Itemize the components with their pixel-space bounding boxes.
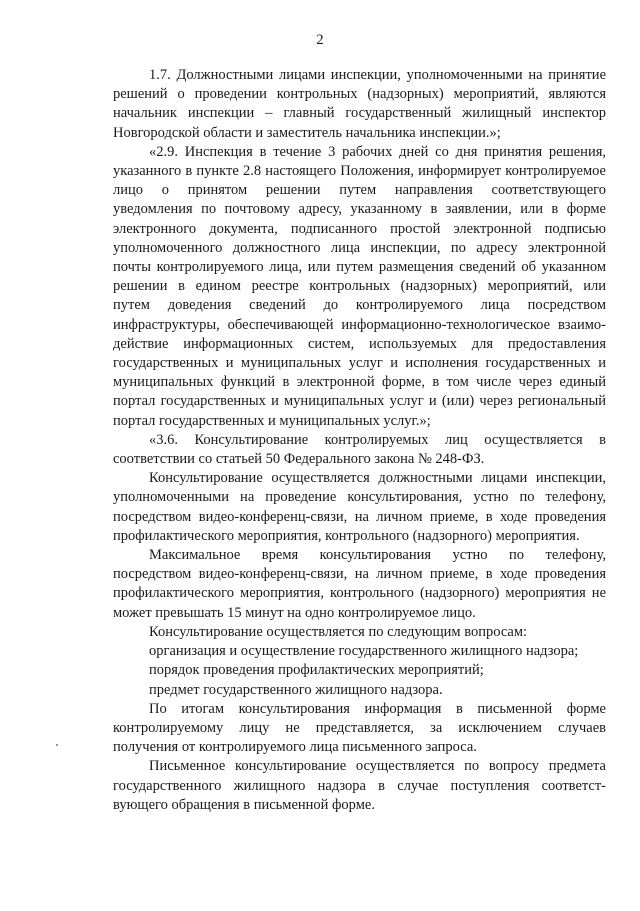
text-line: посредством видео-конференц-связи, на личном приеме, в ходе проведения [113,566,606,583]
text-line: решении в едином реестре контрольных (надзорных) мероприятий, или [113,278,606,295]
text-line: Консультирование осуществляется по следующим вопросам: [149,623,528,640]
text-line: путем доведения сведений до контролируемого лица посредством [113,297,606,314]
text-line: почты контролируемого лица, или путем размещения сведений об указанном [113,259,606,276]
text-line: Письменное консультирование осуществляется по вопросу предмета [149,758,606,775]
text-line: Новгородской области и заместитель начальника инспекции.»; [113,124,501,141]
document-body [113,66,606,815]
paragraph-written-info [113,700,606,758]
text-line: 1.7. Должностными лицами инспекции, уполномоченными на принятие [149,67,606,83]
text-line: уполномоченными на проведение консультирования, устно по телефону, [113,489,606,506]
text-line: контролируемому лицу не представляется, за исключением случаев [113,719,606,736]
text-line: Консультирование осуществляется должностными лицами инспекции, [149,470,606,487]
page-number: 2 [316,32,324,48]
text-line: портал государственных и муниципальных услуг и (или) через региональный [113,393,606,410]
text-line: лицо о принятом решении путем направления соответствующего [113,182,606,199]
text-line: Максимальное время консультирования устно по телефону, [149,547,606,564]
text-line: муниципальных функций в электронной форме, в том числе через единый [113,374,606,391]
text-line: электронного документа, подписанного простой электронной подписью [113,220,606,237]
text-line: государственных и муниципальных услуг и исполнения государственных и [113,355,606,372]
topic-list-item: организация и осуществление государственного жилищного надзора; [149,643,579,660]
text-line: посредством видео-конференц-связи, на личном приеме, в ходе проведения [113,508,606,525]
scan-mark [56,744,58,746]
paragraph-written-consulting [113,757,606,815]
paragraph-max-time [113,546,606,623]
paragraph-3-6 [113,431,606,469]
text-line: решений о проведении контрольных (надзорных) мероприятий, являются [113,86,606,103]
text-line: действие информационных систем, используемых для предоставления [113,335,606,352]
text-line: соответствии со статьей 50 Федерального закона № 248-ФЗ. [113,451,485,468]
text-line: уведомления по почтовому адресу, указанному в заявлении, или в форме [113,201,606,218]
text-line: инфраструктуры, обеспечивающей информационно-технологическое взаимо- [113,316,606,333]
text-line: может превышать 15 минут на одно контролируемое лицо. [113,604,476,621]
text-line: указанного в пункте 2.8 настоящего Положения, информирует контролируемое [113,163,606,180]
paragraph-2-9 [113,143,606,431]
text-line: профилактического мероприятия, контрольного (надзорного) мероприятия. [113,527,580,544]
paragraph-consulting-officials [113,469,606,546]
paragraph-topics-intro [113,623,606,642]
text-line: получения от контролируемого лица письменного запроса. [113,739,477,756]
text-line: портал государственных и муниципальных услуг.»; [113,412,431,429]
text-line: «2.9. Инспекция в течение 3 рабочих дней со дня принятия решения, [149,143,606,160]
topic-list-item: порядок проведения профилактических мероприятий; [149,662,484,679]
text-line: вующего обращения в письменной форме. [113,796,375,813]
text-line: профилактического мероприятия, контрольного (надзорного) мероприятия не [113,585,606,602]
text-line: «3.6. Консультирование контролируемых лиц осуществляется в [149,431,606,448]
text-line: начальник инспекции – главный государственный жилищный инспектор [113,105,606,122]
topic-list-item: предмет государственного жилищного надзора. [149,681,443,698]
text-line: государственного жилищного надзора в случае поступления соответст- [113,777,606,794]
text-line: По итогам консультирования информация в письменной форме [149,700,606,717]
text-line: уполномоченного должностного лица инспекции, по адресу электронной [113,239,606,256]
paragraph-1-7 [113,66,606,143]
